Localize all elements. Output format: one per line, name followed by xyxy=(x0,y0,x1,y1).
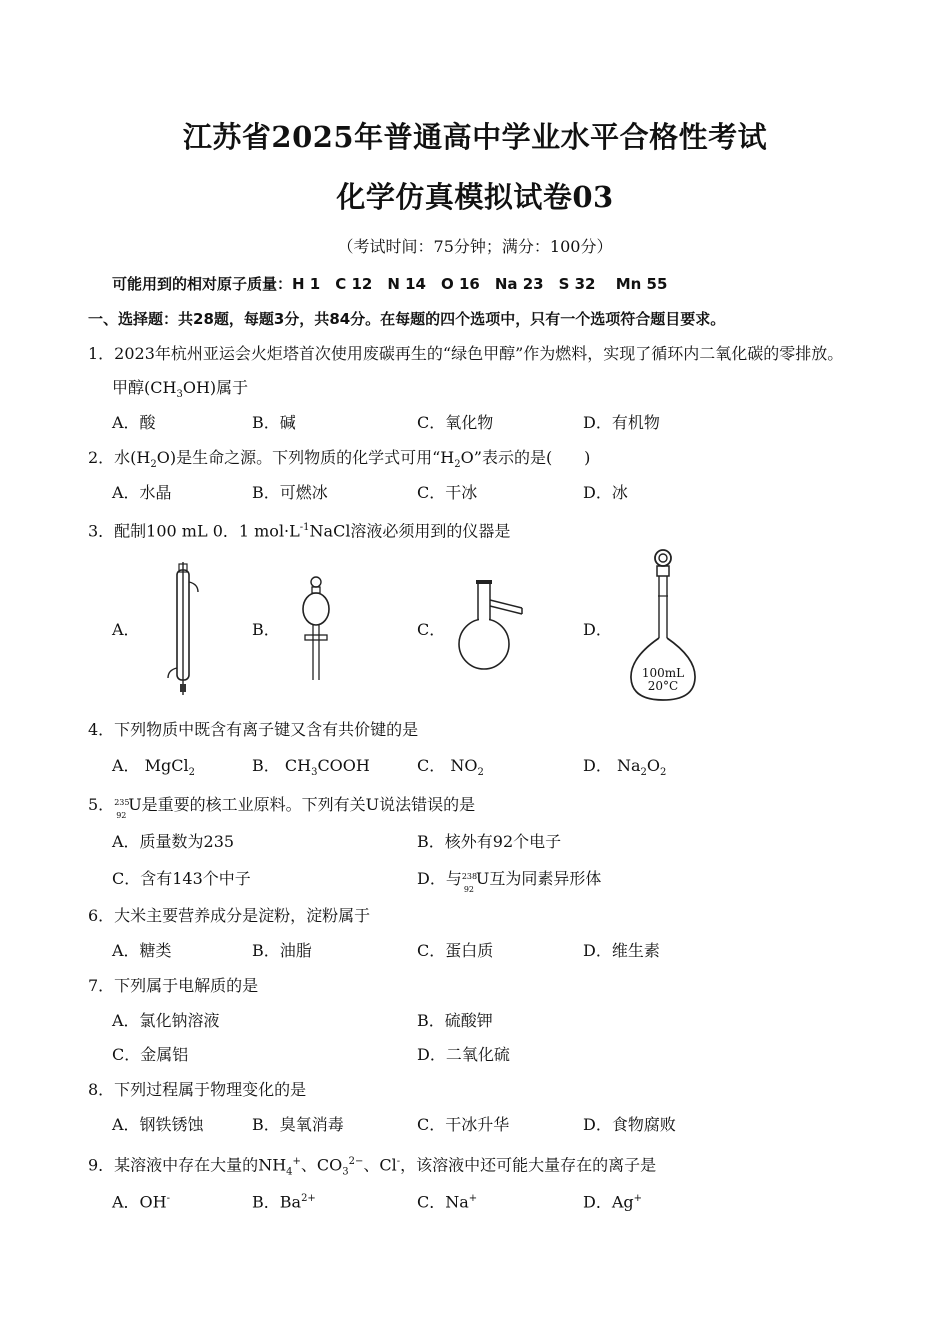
q6-stem: 6．大米主要营养成分是淀粉，淀粉属于 xyxy=(88,906,371,925)
atomic-masses: 可能用到的相对原子质量：H 1 C 12 N 14 O 16 Na 23 S 32 Mn 55 xyxy=(112,275,668,293)
section-heading: 一、选择题：共28题，每题3分，共84分。在每题的四个选项中，只有一个选项符合题目要求。 xyxy=(88,310,726,328)
flask-label: 100mL 20°C xyxy=(641,666,685,693)
q7-option-a: A．氯化钠溶液 xyxy=(112,1011,220,1030)
q3-option-d: D． xyxy=(583,620,612,639)
q4-stem: 4．下列物质中既含有离子键又含有共价键的是 xyxy=(88,720,419,739)
q5-option-d: D．与 238 92 U互为同素异形体 xyxy=(417,869,602,894)
q8-option-b: B．臭氧消毒 xyxy=(252,1115,344,1134)
q9-option-b: B．$Ba^{2+}$ xyxy=(252,1192,316,1212)
q5-option-b: B．核外有92个电子 xyxy=(417,832,562,851)
q1-option-c: C．氧化物 xyxy=(417,413,494,432)
q5-option-a: A．质量数为235 xyxy=(112,832,235,851)
q3-option-a: A． xyxy=(112,620,140,639)
q6-option-c: C．蛋白质 xyxy=(417,941,494,960)
q1-stem: 1．2023年杭州亚运会火炬塔首次使用废碳再生的“绿色甲醇”作为燃料，实现了循环内二氧化碳的零排放。 xyxy=(88,344,844,363)
q2-option-d: D．冰 xyxy=(583,483,628,502)
q1-option-a: A．酸 xyxy=(112,413,156,432)
q4-option-c: C． $NO_2$ xyxy=(417,756,484,779)
q6-option-a: A．糖类 xyxy=(112,941,172,960)
q2-option-c: C．干冰 xyxy=(417,483,478,502)
q4-option-a: A． MgCl$_2$ xyxy=(112,756,196,779)
q9-option-a: A．OH- xyxy=(112,1192,171,1212)
separatory-funnel-icon xyxy=(296,575,336,685)
q1-option-d: D．有机物 xyxy=(583,413,660,432)
title-line-1: 江苏省2025年普通高中学业水平合格性考试 xyxy=(182,120,768,154)
q2-option-a: A．水晶 xyxy=(112,483,172,502)
q6-option-d: D．维生素 xyxy=(583,941,660,960)
q7-option-c: C．金属铝 xyxy=(112,1045,189,1064)
exam-info: （考试时间：75分钟；满分：100分） xyxy=(337,237,613,256)
q9-stem: 9．某溶液中存在大量的$NH_4^+$、$CO_3^{2-}$、Cl-，该溶液中还可能大量存在的离子是 xyxy=(88,1155,657,1178)
q6-option-b: B．油脂 xyxy=(252,941,312,960)
q1-option-b: B．碱 xyxy=(252,413,296,432)
q8-option-d: D．食物腐败 xyxy=(583,1115,676,1134)
q5-option-c: C．含有143个中子 xyxy=(112,869,251,888)
q4-option-d: D． $Na_2O_2$ xyxy=(583,756,667,779)
title-line-2: 化学仿真模拟试卷03 xyxy=(336,180,614,214)
q5-stem: 5． 235 92 U是重要的核工业原料。下列有关U说法错误的是 xyxy=(88,795,476,820)
q8-stem: 8．下列过程属于物理变化的是 xyxy=(88,1080,307,1099)
q3-option-c: C． xyxy=(417,620,446,639)
q2-option-b: B．可燃冰 xyxy=(252,483,328,502)
q7-stem: 7．下列属于电解质的是 xyxy=(88,976,259,995)
q9-option-c: C．Na+ xyxy=(417,1192,478,1212)
distillation-flask-icon xyxy=(452,578,532,673)
q3-option-b: B． xyxy=(252,620,280,639)
q4-option-b: B． $CH_3COOH$ xyxy=(252,756,370,779)
q9-option-d: D．Ag+ xyxy=(583,1192,643,1212)
q2-stem: 2．水$(H_2O)$是生命之源。下列物质的化学式可用“$H_2O$”表示的是( ) xyxy=(88,448,591,471)
condenser-icon xyxy=(160,560,210,700)
q8-option-c: C．干冰升华 xyxy=(417,1115,510,1134)
q1-stem-2: 甲醇$(CH_3OH)$属于 xyxy=(112,378,249,401)
q3-stem: 3．配制100 mL 0．1 $mol\cdot L^{-1}NaCl$溶液必须用到的仪器是 xyxy=(88,521,511,541)
q8-option-a: A．钢铁锈蚀 xyxy=(112,1115,204,1134)
q7-option-b: B．硫酸钾 xyxy=(417,1011,493,1030)
q7-option-d: D．二氧化硫 xyxy=(417,1045,510,1064)
